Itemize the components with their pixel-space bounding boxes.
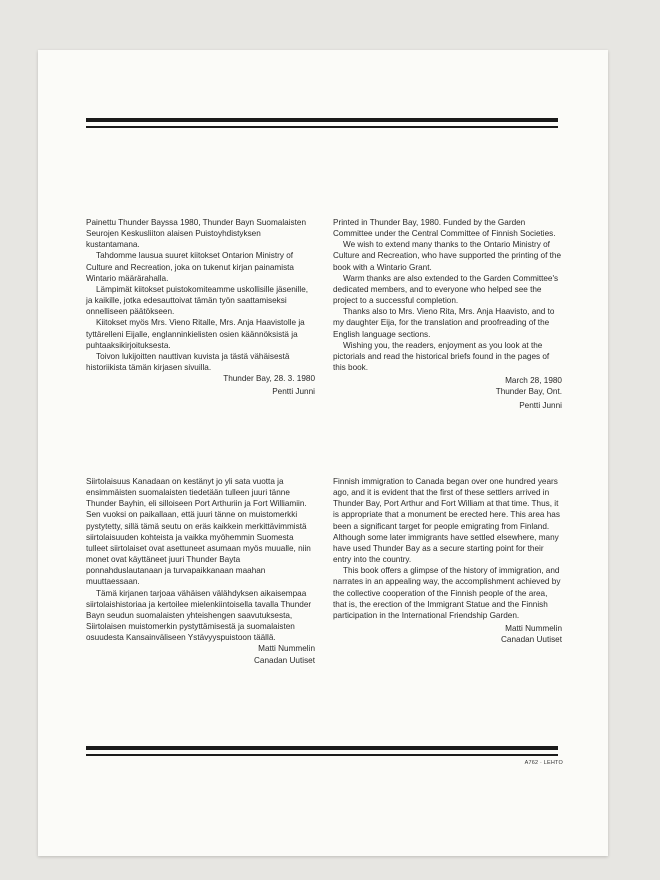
credits-fi-paragraph: Lämpimät kiitokset puistokomiteamme uskollisille jäsenille, ja kaikille, jotka edesauttoivat tämän työn saattamiseksi onnelliseen päätökseen. [86,284,309,317]
credits-en-date: March 28, 1980 [505,376,562,386]
credits-fi-paragraph: Kiitokset myös Mrs. Vieno Ritalle, Mrs. Anja Haavistolle ja tyttärelleni Eijalle, englanninkielisten osien käännöksistä ja puhtaaksikirjoituksesta. [86,318,305,350]
credits-en-place: Thunder Bay, Ont. [495,387,562,397]
credits-en-paragraph: Warm thanks are also extended to the Garden Committee's dedicated members, and to everyone who helped see the project to a successful completion. [333,273,559,306]
foreword-en-paragraph: Finnish immigration to Canada began over one hundred years ago, and it is evident that the first of these settlers arrived in Thunder Bay, Port Arthur and Fort William at that time. Thus, it is appropriate that a monument be erected here. This area has been a significant target for people emigrating from Finland. Although some later immigrants have settled elsewhere, many have used Thunder Bay as a secure starting point for their entry into the country. [333,477,560,565]
credits-english [333,217,562,411]
credits-en-paragraph: Wishing you, the readers, enjoyment as you look at the pictorials and read the historical briefs found in the pages of this book. [333,340,550,373]
top-rule-thin [86,126,558,128]
foreword-fi-paragraph: Tämä kirjanen tarjoaa vähäisen välähdyksen aikaisempaa siirtolaishistoriaa ja kertoilee mielenkiintoisella tavalla Thunder Bayn seudun suomalaisten yhteishengen saavutuksesta, Siirtolaisen muistomerkin pystyttämisestä ja suomalaisten osuudesta Kansainväliseen Ystävyyspuistoon täällä. [86,588,312,643]
credits-en-signature: Pentti Junni [519,400,562,410]
credits-finnish [86,217,315,398]
credits-fi-paragraph: Toivon lukijoitten nauttivan kuvista ja tästä vähäisestä historiikista tämän kirjasen sivuilla. [86,351,290,373]
foreword-en-paragraph: This book offers a glimpse of the history of immigration, and narrates in an appealing way, the accomplishment achieved by the collective cooperation of the Finnish people of the area, that is, the erection of the Immigrant Statue and the Finnish participation in the International Friendship Garden. [333,566,561,620]
foreword-en-author: Matti Nummelin [505,624,562,634]
foreword-fi-publication: Canadan Uutiset [254,655,315,665]
credits-fi-paragraph: Tahdomme lausua suuret kiitokset Ontarion Ministry of Culture and Recreation, joka on tukenut kirjan painamista Wintario määrärahalla. [86,251,294,283]
bottom-rule-thick [86,746,558,750]
credits-en-paragraph: Thanks also to Mrs. Vieno Rita, Mrs. Anja Haavisto, and to my daughter Eija, for the translation and proofreading of the English language sections. [333,307,555,339]
credits-en-paragraph: We wish to extend many thanks to the Ontario Ministry of Culture and Recreation, who have supported the printing of the book with a Wintario Grant. [333,240,562,272]
credits-fi-paragraph: Painettu Thunder Bayssa 1980, Thunder Bayn Suomalaisten Seurojen Keskusliiton alaisen Puistoyhdistyksen kustantamana. [86,218,306,250]
credits-fi-signature: Pentti Junni [272,387,315,397]
foreword-en-publication: Canadan Uutiset [501,635,562,645]
credits-fi-date: Thunder Bay, 28. 3. 1980 [223,374,315,384]
back-cover-page [38,50,608,856]
bottom-rule-thin [86,754,558,756]
foreword-english [333,476,562,645]
foreword-fi-author: Matti Nummelin [258,644,315,654]
foreword-finnish [86,476,315,666]
foreword-fi-paragraph: Siirtolaisuus Kanadaan on kestänyt jo yli sata vuotta ja ensimmäisten suomalaisten tiedetään tulleen juuri tänne Thunder Bayhin, eli silloiseen Port Arthuriin ja Fort Williamiin. Sen vuoksi on paikallaan, että juuri tänne on muistomerkki pystytetty, sillä tämä seutu on eräs kaikkein merkittävimmistä siirtolaisuuden kohteista ja vaikka myöhemmin Suomesta tulleet siirtolaiset ovat asettuneet asumaan myös muualle, niin monet ovat käyttäneet juuri Thunder Bayta ponnahduslautanaan ja turvapaikkanaan maahan muuttaessaan. [86,477,311,587]
printer-code: A762 · LEHTO [524,760,563,766]
credits-en-paragraph: Printed in Thunder Bay, 1980. Funded by the Garden Committee under the Central Committee of Finnish Societies. [333,218,556,239]
top-rule-thick [86,118,558,122]
